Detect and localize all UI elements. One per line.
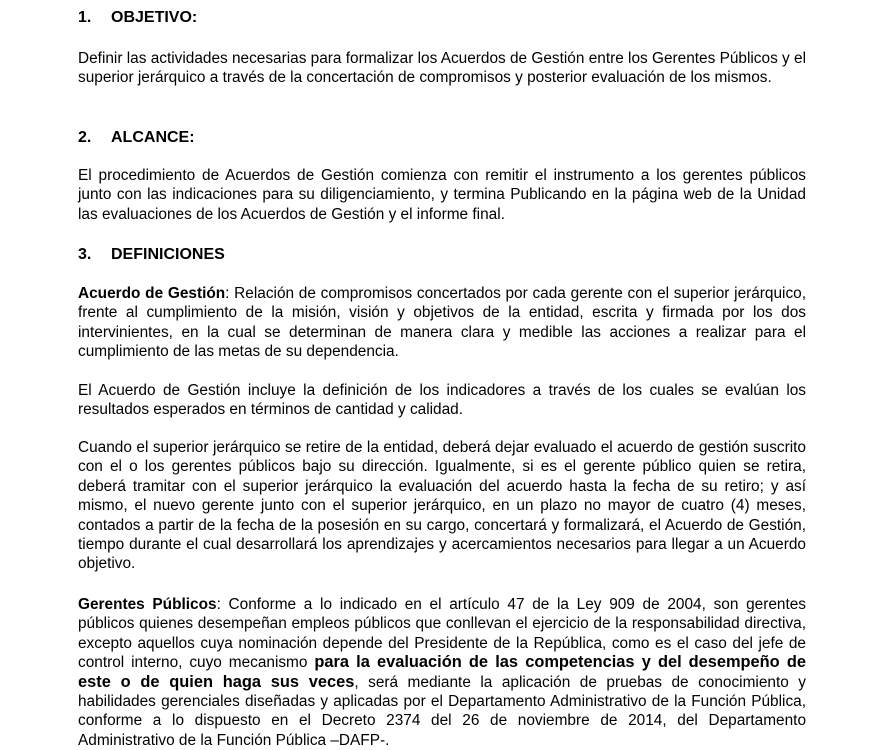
section-title: ALCANCE: xyxy=(111,129,195,146)
retiro-paragraph: Cuando el superior jerárquico se retire de la entidad, deberá dejar evaluado el acuerdo de gestión suscrito con el o los gerentes públicos bajo su dirección. Igualmente, si es el gerente público quien se retira, deberá tramitar con el superior jerárquico la evaluación del acuerdo hasta la fecha de su retiro; y así mismo, el nuevo gerente junto con el superior jerárquico, en un plazo no mayor de cuatro (4) meses, contados a partir de la fecha de la posesión en su cargo, concertará y formalizará, el Acuerdo de Gestión, tiempo durante el cual desarrollará los aprendizajes y acercamientos necesarios para llegar a un Acuerdo objetivo. xyxy=(78,439,806,573)
definition-gerentes xyxy=(78,595,806,750)
section-title: OBJETIVO: xyxy=(111,9,198,26)
section-heading-alcance xyxy=(78,128,195,148)
alcance-paragraph: El procedimiento de Acuerdos de Gestión comienza con remitir el instrumento a los gerentes públicos junto con las indicaciones para su diligenciamiento, y termina Publicando en la página web de la Unidad las evaluaciones de los Acuerdos de Gestión y el informe final. xyxy=(78,167,806,223)
section-heading-definiciones xyxy=(78,245,225,265)
emphasis-text: desempeño de este o de quien haga sus veces xyxy=(78,653,806,691)
section-number: 3. xyxy=(78,246,92,263)
definition-term: Acuerdo de Gestión xyxy=(78,285,226,302)
section-number: 1. xyxy=(78,9,92,26)
definition-text: : Relación de compromisos concertados por cada gerente con el superior jerárquico, frente al cumplimiento de la misión, visión y objetivos de la entidad, escrita y firmada por los dos intervinientes, en la cual se determinan de manera clara y medible las acciones a realizar para el cumplimiento de las metas de su dependencia. xyxy=(78,285,807,361)
emphasis-text: para la evaluación de las competencias y del xyxy=(314,653,682,672)
definition-text: , será mediante la aplicación de pruebas de conocimiento y habilidades gerenciales diseñadas y aplicadas por el Departamento Administrativo de la Función Pública, conforme a lo dispuesto en el Decreto 2374 del 26 de noviembre de 2014, del Departamento Administrativo de la Función Pública –DAFP-. xyxy=(78,673,806,749)
definition-term: Gerentes Públicos xyxy=(78,596,217,613)
definition-text: : Conforme a lo indicado en el artículo 47 de la Ley 909 de 2004, son gerentes públicos quienes desempeñan empleos públicos que conllevan el ejercicio de la responsabilidad directiva, excepto aquellos cuya nominación depende del Presidente de la República, como es el caso del jefe de control interno, cuyo mecanismo xyxy=(78,596,806,672)
section-heading-objetivo xyxy=(78,8,197,28)
definition-acuerdo xyxy=(78,284,806,362)
indicadores-paragraph: El Acuerdo de Gestión incluye la definición de los indicadores a través de los cuales se evalúan los resultados esperados en términos de cantidad y calidad. xyxy=(78,382,806,419)
objetivo-paragraph: Definir las actividades necesarias para formalizar los Acuerdos de Gestión entre los Gerentes Públicos y el superior jerárquico a través de la concertación de compromisos y posterior evaluación de los mismos. xyxy=(78,50,806,87)
section-title: DEFINICIONES xyxy=(111,246,225,263)
section-number: 2. xyxy=(78,129,92,146)
